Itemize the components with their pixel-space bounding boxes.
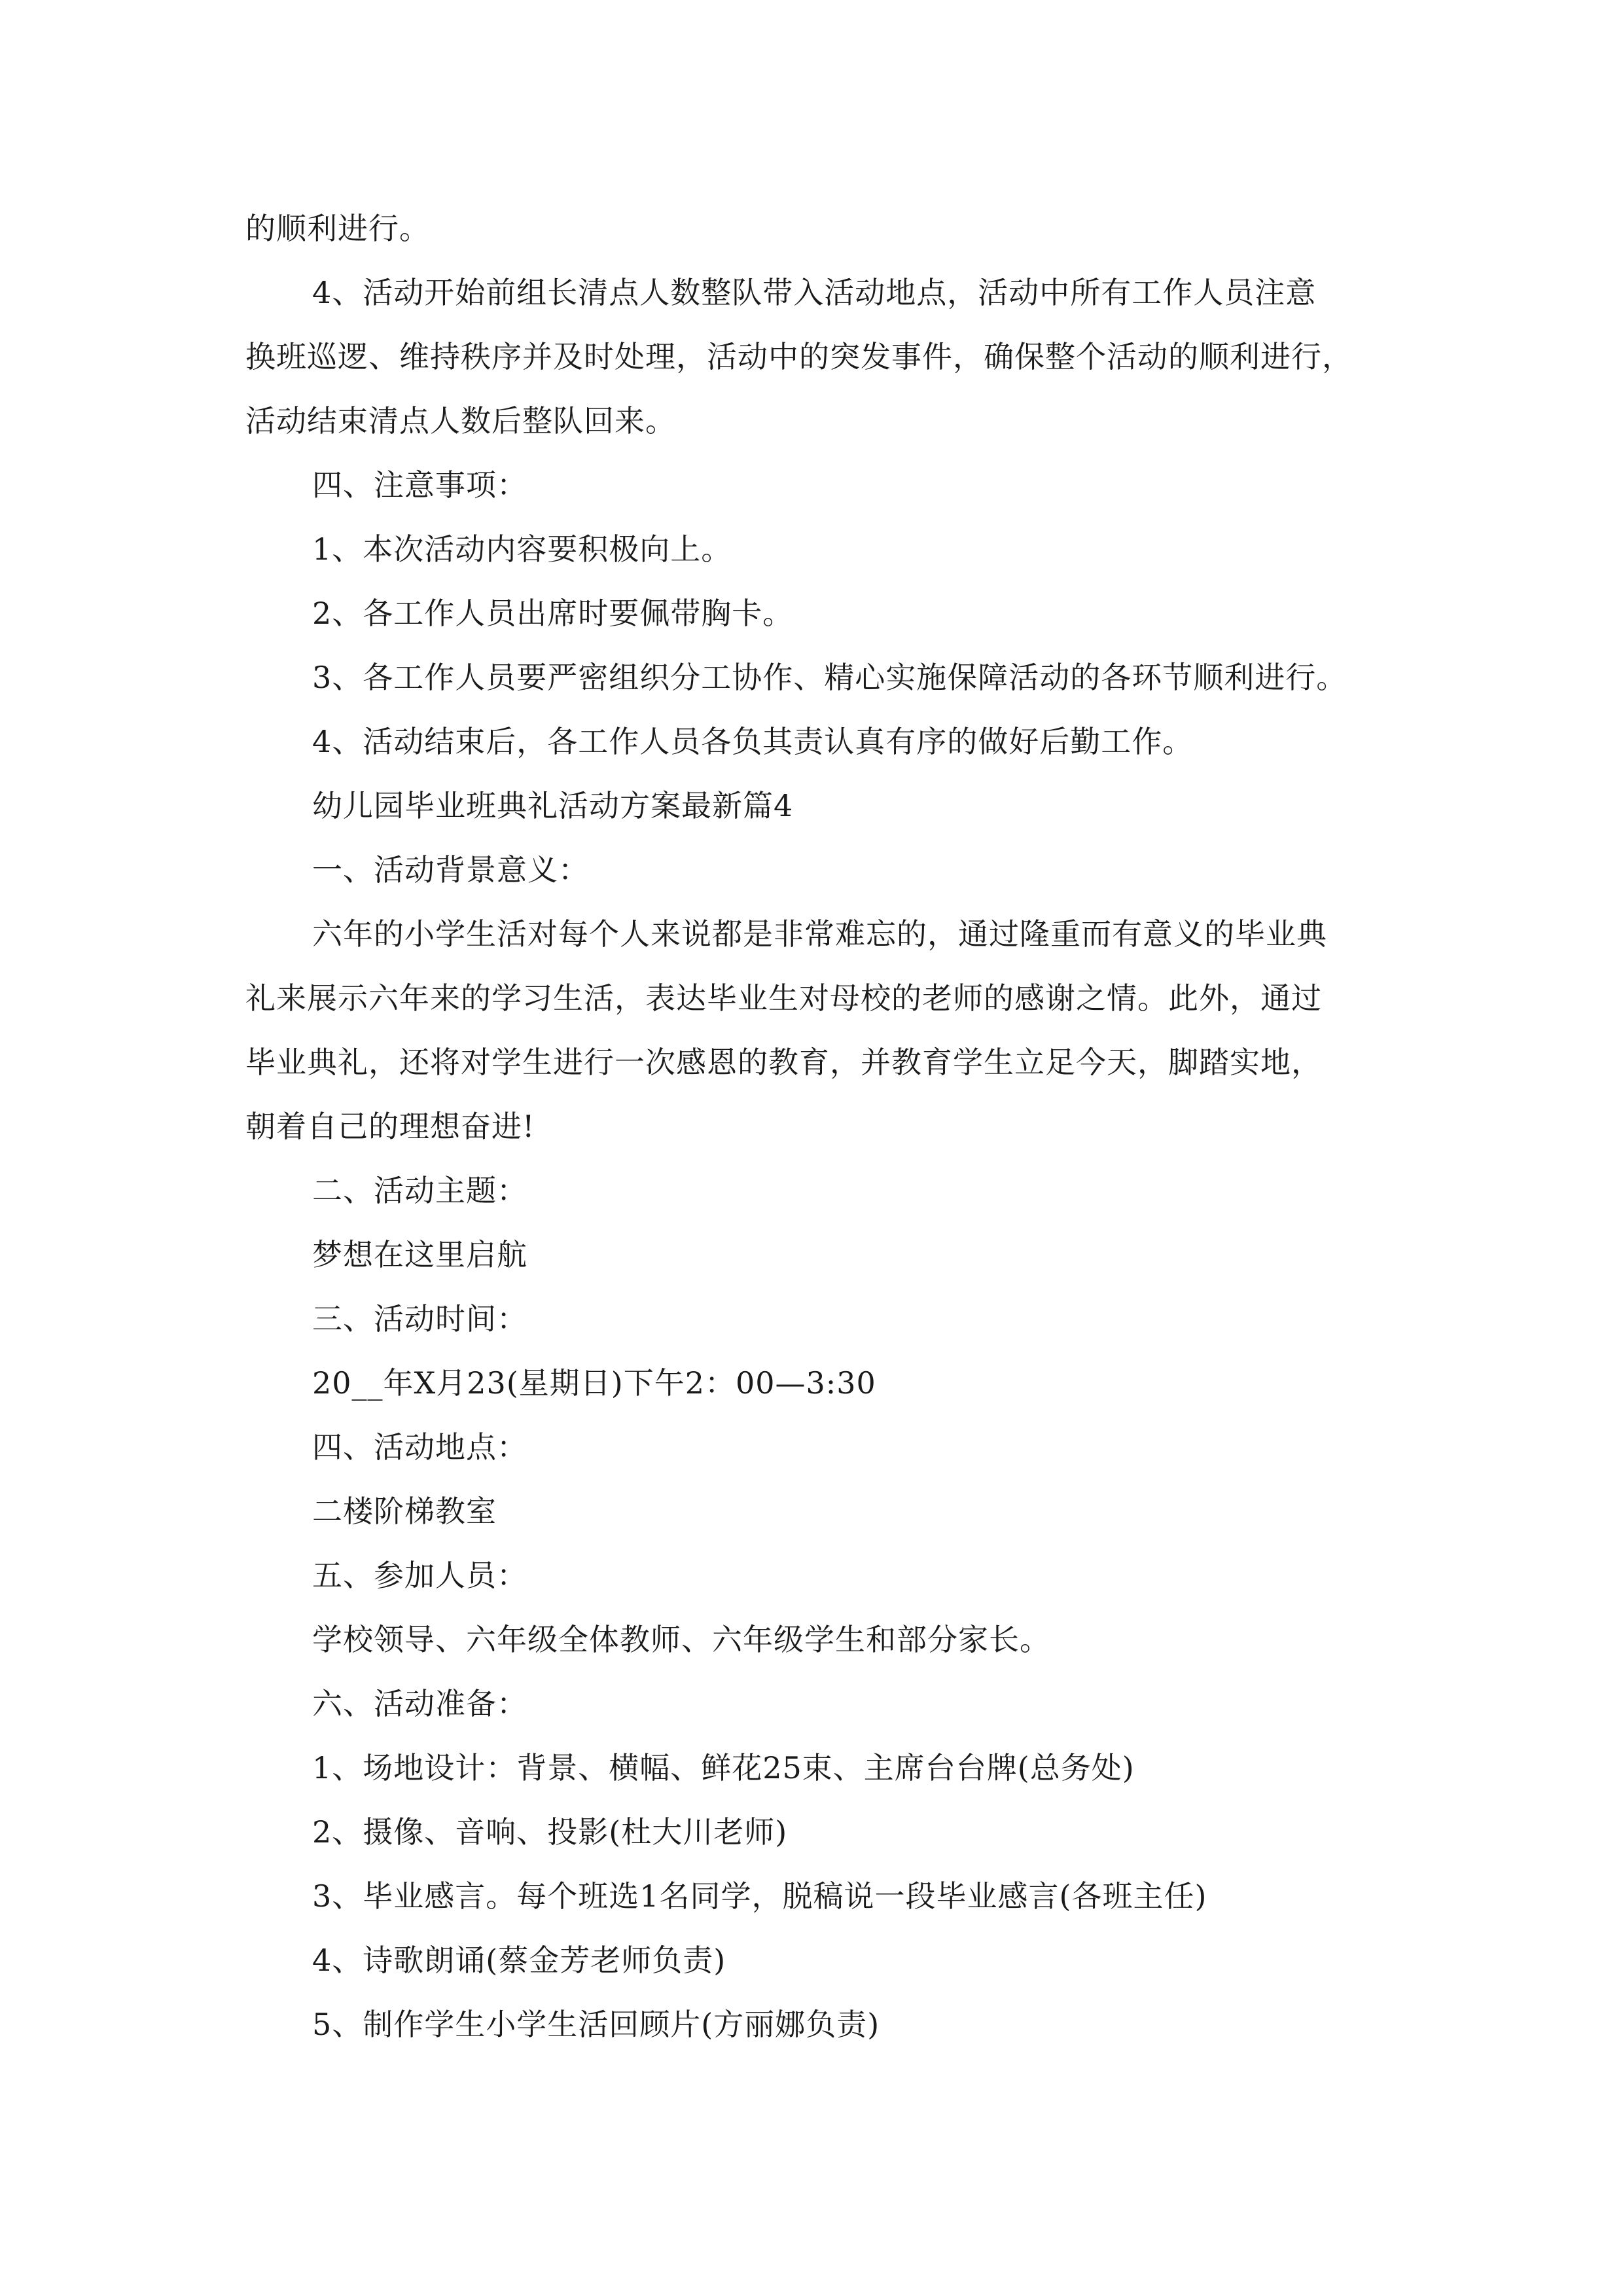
text-line: 四、注意事项： [312, 467, 527, 503]
text-line: 四、活动地点： [312, 1429, 527, 1465]
text-line: 1、本次活动内容要积极向上。 [312, 531, 732, 567]
text-line: 朝着自己的理想奋进! [245, 1109, 535, 1144]
text-line: 五、参加人员： [312, 1558, 527, 1593]
document-body [245, 196, 1410, 2056]
text-line: 一、活动背景意义： [312, 852, 589, 888]
text-line: 4、活动结束后，各工作人员各负其责认真有序的做好后勤工作。 [312, 724, 1194, 759]
text-line: 三、活动时间： [312, 1301, 527, 1336]
text-line: 20__年X月23(星期日)下午2：00—3:30 [312, 1365, 876, 1401]
text-line: 3、毕业感言。每个班选1名同学，脱稿说一段毕业感言(各班主任) [312, 1878, 1207, 1914]
text-line: 4、诗歌朗诵(蔡金芳老师负责) [312, 1943, 726, 1978]
text-line: 4、活动开始前组长清点人数整队带入活动地点，活动中所有工作人员注意 [312, 275, 1317, 310]
text-line: 3、各工作人员要严密组织分工协作、精心实施保障活动的各环节顺利进行。 [312, 660, 1347, 695]
text-line: 5、制作学生小学生活回顾片(方丽娜负责) [312, 2007, 880, 2042]
text-line: 1、场地设计：背景、横幅、鲜花25束、主席台台牌(总务处) [312, 1750, 1135, 1785]
text-line: 2、各工作人员出席时要佩带胸卡。 [312, 596, 794, 631]
text-line: 礼来展示六年来的学习生活，表达毕业生对母校的老师的感谢之情。此外，通过 [245, 980, 1322, 1016]
text-line: 2、摄像、音响、投影(杜大川老师) [312, 1814, 788, 1850]
text-line: 学校领导、六年级全体教师、六年级学生和部分家长。 [312, 1622, 1050, 1657]
text-line: 二、活动主题： [312, 1173, 527, 1208]
text-line: 的顺利进行。 [245, 211, 430, 246]
text-line: 六年的小学生活对每个人来说都是非常难忘的，通过隆重而有意义的毕业典 [312, 916, 1327, 952]
text-line: 六、活动准备： [312, 1686, 527, 1721]
text-line: 活动结束清点人数后整队回来。 [245, 403, 676, 439]
text-line: 梦想在这里启航 [312, 1237, 527, 1272]
text-line: 换班巡逻、维持秩序并及时处理，活动中的突发事件，确保整个活动的顺利进行， [245, 339, 1353, 374]
text-line: 毕业典礼，还将对学生进行一次感恩的教育，并教育学生立足今天，脚踏实地， [245, 1045, 1322, 1080]
text-line: 幼儿园毕业班典礼活动方案最新篇4 [312, 788, 794, 823]
text-line: 二楼阶梯教室 [312, 1494, 497, 1529]
